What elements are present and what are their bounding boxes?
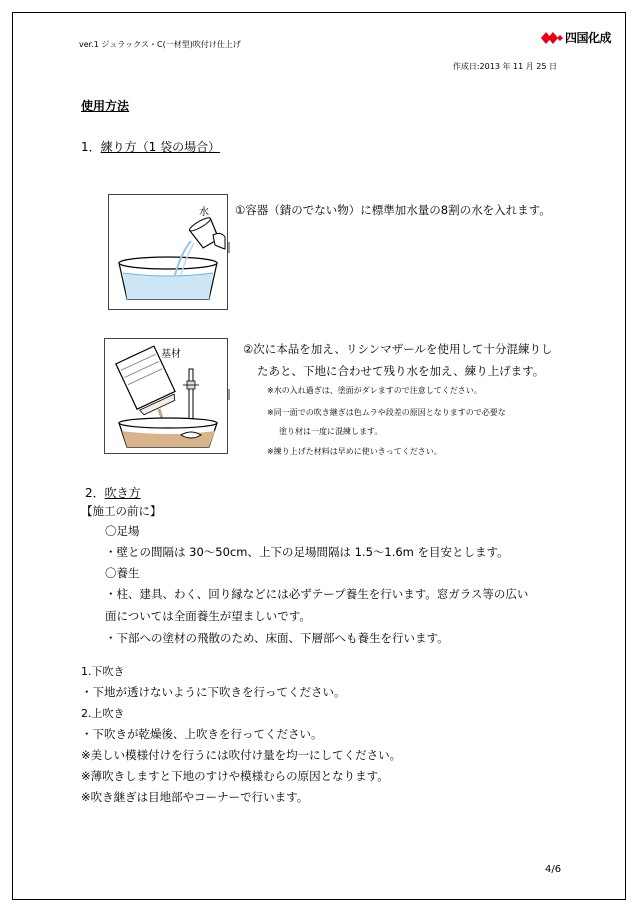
page-number: 4/6 xyxy=(545,864,562,875)
note-color-unevenness-cont: 塗り材は一度に混練します。 xyxy=(279,427,383,436)
document-page xyxy=(12,12,626,900)
remark-uniform: ※美しい模様付けを行うには吹付け量を均一にしてください。 xyxy=(81,748,402,762)
section1-heading xyxy=(81,138,220,155)
created-date: 作成日:2013 年 11 月 25 日 xyxy=(452,62,557,71)
undercoat-heading: 1.下吹き xyxy=(81,665,125,678)
undercoat-text: ・下地が透けないように下吹きを行ってください。 xyxy=(81,685,346,699)
curing-text-2: ・下部への塗材の飛散のため、床面、下層部へも養生を行います。 xyxy=(105,631,449,645)
water-label: 水 xyxy=(199,207,209,218)
curing-text-1-cont: 面については全面養生が望ましいです。 xyxy=(105,609,311,623)
section2-title: 吹き方 xyxy=(104,486,141,500)
before-construction-heading: 【施工の前に】 xyxy=(81,504,162,518)
scaffold-text: ・壁との間隔は 30～50cm、上下の足場間隔は 1.5～1.6m を目安とします。 xyxy=(105,545,509,559)
curing-heading: 〇養生 xyxy=(105,566,140,580)
section1-number: 1． xyxy=(81,140,101,154)
step2-text-line1: ②次に本品を加え、リシンマザールを使用して十分混練りし xyxy=(243,342,553,356)
note-color-unevenness: ※同一面での吹き継ぎは色ムラや段差の原因となりますので必要な xyxy=(267,408,506,417)
note-water-amount: ※水の入れ過ぎは、塗面がダレますので注意してください。 xyxy=(267,386,482,395)
mixing-illustration xyxy=(104,338,228,454)
water-pour-illustration xyxy=(108,194,228,310)
page-title: 使用方法 xyxy=(81,99,130,113)
topcoat-heading: 2.上吹き xyxy=(81,707,125,720)
diamond-logo-icon xyxy=(541,31,563,45)
section2-heading xyxy=(85,484,141,501)
brand-name: 四国化成 xyxy=(564,31,611,45)
brand-logo xyxy=(541,29,611,46)
remark-joints: ※吹き継ぎは目地部やコーナーで行います。 xyxy=(81,790,309,804)
curing-text-1: ・柱、建具、わく、回り縁などには必ずテープ養生を行います。窓ガラス等の広い xyxy=(105,587,529,601)
step1-text: ①容器（錆のでない物）に標準加水量の8割の水を入れます。 xyxy=(235,203,551,217)
note-use-quickly: ※練り上げた材料は早めに使いきってください。 xyxy=(267,447,442,456)
topcoat-text: ・下吹きが乾燥後、上吹きを行ってください。 xyxy=(81,727,323,741)
version-label: ver.1 ジュラックス・C(一材型)吹付け仕上げ xyxy=(79,40,241,49)
scaffold-heading: 〇足場 xyxy=(105,524,140,538)
section1-title: 練り方（1 袋の場合） xyxy=(100,140,221,154)
remark-thin-spray: ※薄吹きしますと下地のすけや模様むらの原因となります。 xyxy=(81,769,389,783)
section2-number: 2． xyxy=(85,486,105,500)
base-material-label: 基材 xyxy=(161,349,181,360)
step2-text-line2: たあと、下地に合わせて残り水を加え、練り上げます。 xyxy=(257,364,545,378)
figure-marker xyxy=(228,389,230,400)
figure-marker xyxy=(228,242,230,253)
